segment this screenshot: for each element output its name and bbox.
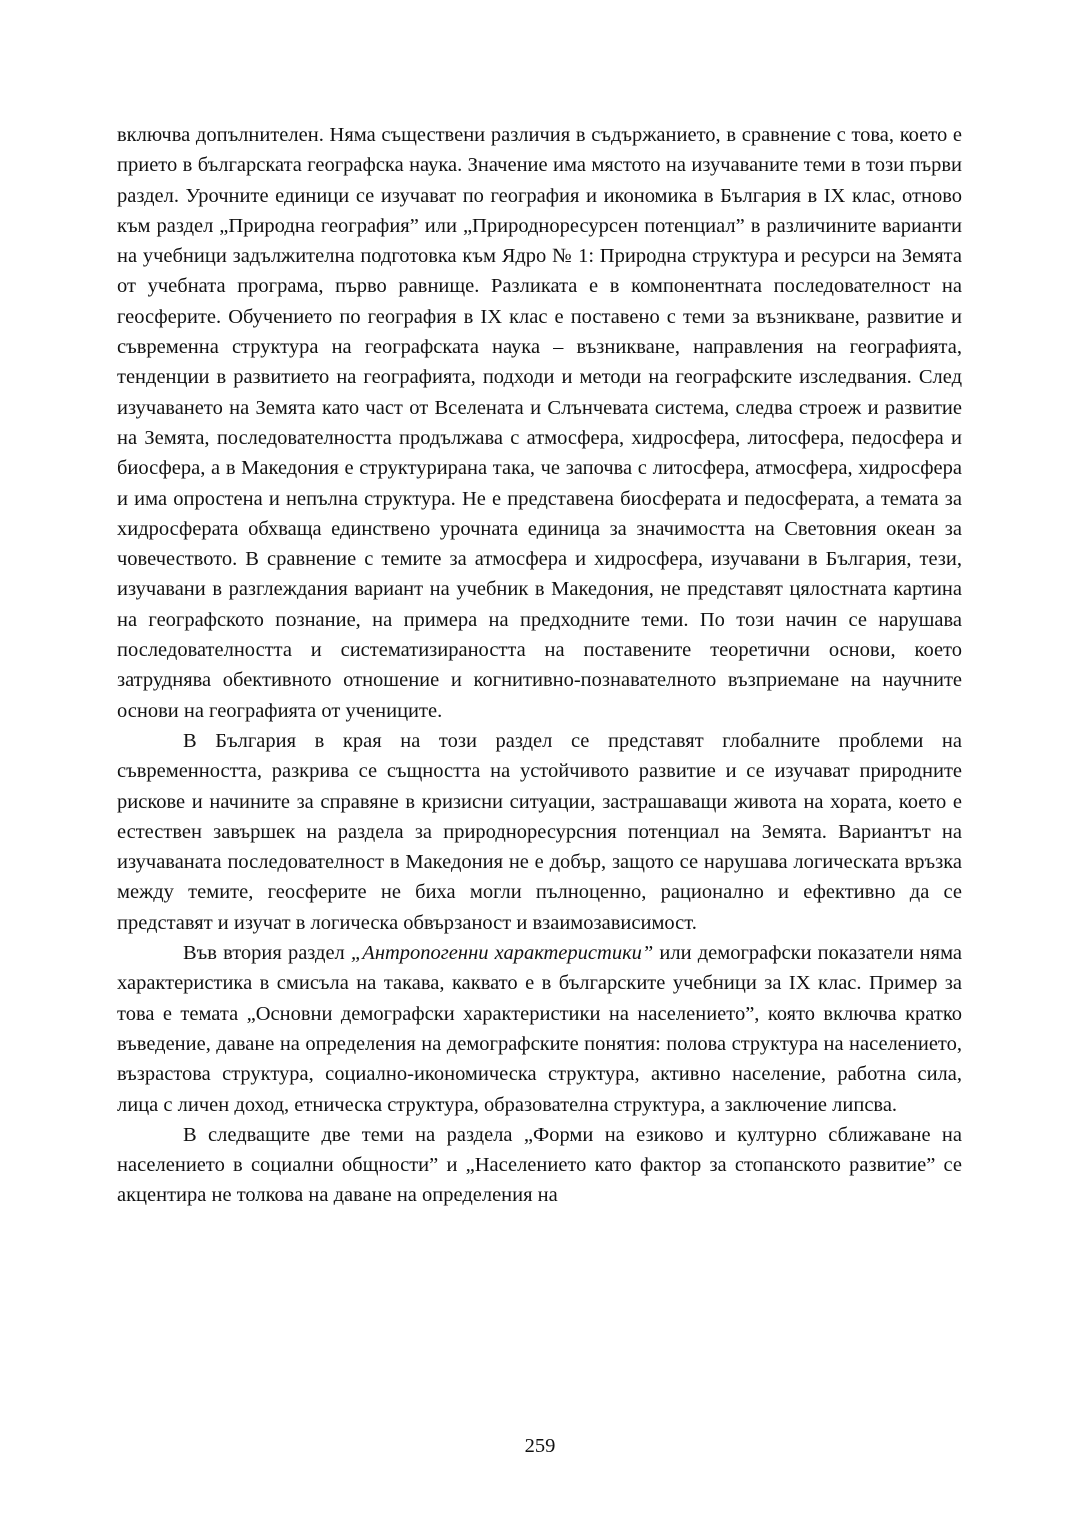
section-title-italic: „Антропогенни характеристики” — [350, 942, 654, 965]
page-body — [117, 120, 962, 1211]
paragraph-continuation: включва допълнителен. Няма съществени различия в съдържанието, в сравнение с това, което е прието в българската географска наука. Значение има мястото на изучаваните теми в този първи раздел. Урочните единици се изучават по география и икономика в България в IX клас, отново към раздел „Природна география” или „Природноресурсен потенциал” в различините варианти на учебници задължителна подготовка към Ядро № 1: Природна структура и ресурси на Земята от учебната програма, първо равнище. Разликата е в компонентната последователност на геосферите. Обучението по география в IX клас е поставено с теми за възникване, развитие и съвременна структура на географската наука – възникване, направления на географията, тенденции в развитието на географията, подходи и методи на географските изследвания. След изучаването на Земята като част от Вселената и Слънчевата система, следва строеж и развитие на Земята, последователността продължава с атмосфера, хидросфера, литосфера, педосфера и биосфера, а в Македония е структурирана така, че започва с литосфера, атмосфера, хидросфера и има опростена и непълна структура. Не е представена биосферата и педосферата, а темата за хидросферата обхваща единствено урочната единица за значимостта на Световния океан за човечеството. В сравнение с темите за атмосфера и хидросфера, изучавани в България, тези, изучавани в разглеждания вариант на учебник в Македония, не представят цялостната картина на географското познание, на примера на предходните теми. По този начин се нарушава последователността и систематизираността на поставените теоретични основи, което затруднява обективното отношение и когнитивно-познавателното възприемане на научните основи на географията от учениците. — [117, 124, 962, 722]
paragraph-next-topics: В следващите две теми на раздела „Форми на езиково и културно сближаване на населението в социални общности” и „Населението като фактор за стопанското развитие” се акцентира не толкова на даване на определения на — [117, 1123, 962, 1207]
paragraph-anthropogenic-after: или демографски показатели няма характеристика в смисъла на такава, каквато е в българските учебници за IX клас. Пример за това е темата „Основни демографски характеристики на населението”, която включва кратко въведение, даване на определения на демографските понятия: полова структура на населението, възрастова структура, социално-икономическа структура, активно население, работна сила, лица с личен доход, етническа структура, образователна структура, а заключение липсва. — [117, 942, 963, 1116]
page-number: 259 — [524, 1435, 556, 1457]
paragraph-anthropogenic — [117, 938, 962, 1120]
paragraph-global-problems: В България в края на този раздел се представят глобалните проблеми на съвременността, разкрива се същността на устойчивото развитие и се изучават природните рискове и начините за справяне в кризисни ситуации, застрашаващи живота на хората, което е естествен завършек на раздела за природноресурсния потенциал на Земята. Вариантът на изучаваната последователност в Македония не е добър, защото се нарушава логическата връзка между темите, геосферите не биха могли пълноценно, рационално и ефективно да се представят и изучат в логическа обвързаност и взаимозависимост. — [117, 729, 962, 934]
paragraph-anthropogenic-before: Във втория раздел — [183, 942, 351, 965]
